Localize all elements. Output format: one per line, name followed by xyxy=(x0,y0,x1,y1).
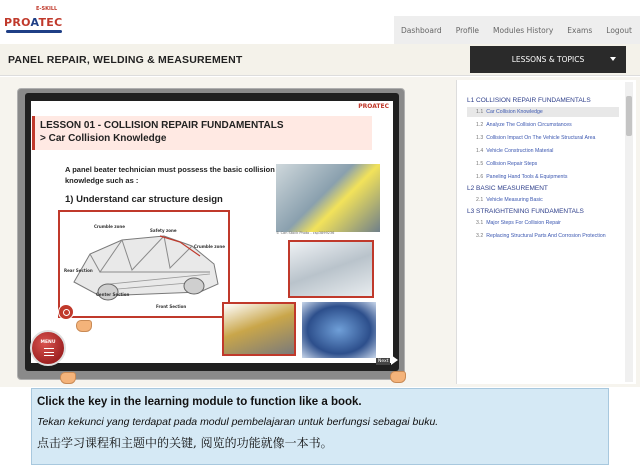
car-body-photo xyxy=(276,164,380,232)
topic-item-3-1[interactable]: 3.1 Major Steps For Collision Repair xyxy=(476,220,561,226)
pointing-hand-icon-next xyxy=(390,371,406,383)
topic-item-1-6[interactable]: 1.6 Paneling Hand Tools & Equipments xyxy=(476,174,568,180)
pointing-hand-icon-menu xyxy=(60,372,76,384)
hamburger-icon xyxy=(44,348,54,356)
caption-chinese: 点击学习课程和主题中的关键, 阅览的功能就像一本书。 xyxy=(37,436,333,450)
nav-modules-history[interactable]: Modules History xyxy=(493,25,554,35)
car-blue-xray-photo xyxy=(302,302,376,358)
logo-eskill-text: E-SKILL xyxy=(36,6,58,12)
caption-malay: Tekan kekunci yang terdapat pada modul pembelajaran untuk berfungsi sebagai buku. xyxy=(37,416,439,428)
slide-intro-text: A panel beater technician must possess the basic collision knowledge such as : xyxy=(65,165,275,185)
car-structure-diagram xyxy=(58,210,230,318)
car-frame-photo-clickable[interactable] xyxy=(288,240,374,298)
nav-exams[interactable]: Exams xyxy=(567,25,593,35)
diagram-label-safety-zone: Safety zone xyxy=(150,228,177,233)
photo-credit: © Can Stock Photo - csp3899236 xyxy=(276,231,335,235)
pointing-hand-icon xyxy=(76,320,92,332)
topic-item-1-5[interactable]: 1.5 Collision Repair Steps xyxy=(476,161,538,167)
slide-point-1: 1) Understand car structure design xyxy=(65,194,223,205)
topic-item-1-1[interactable]: 1.1 Car Collision Knowledge xyxy=(467,107,619,117)
car-frame-illustration xyxy=(60,212,228,316)
section-title-l2[interactable]: L2 BASIC MEASUREMENT xyxy=(467,185,548,192)
diagram-label-crumble-zone: Crumble zone xyxy=(94,224,125,229)
menu-label: MENU xyxy=(40,340,56,345)
next-arrow-icon[interactable] xyxy=(391,355,398,365)
diagram-label-rear-section: Rear Section xyxy=(64,268,93,273)
slide-logo: PROATEC xyxy=(358,103,389,110)
nav-logout[interactable]: Logout xyxy=(606,25,632,35)
topic-item-1-3[interactable]: 1.3 Collision Impact On The Vehicle Structural Area xyxy=(476,135,596,141)
section-title-l1[interactable]: L1 COLLISION REPAIR FUNDAMENTALS xyxy=(467,97,591,104)
lessons-topics-label: LESSONS & TOPICS xyxy=(511,55,585,64)
chevron-down-icon xyxy=(610,57,616,61)
lessons-topics-dropdown[interactable] xyxy=(470,46,626,73)
section-title-l3[interactable]: L3 STRAIGHTENING FUNDAMENTALS xyxy=(467,208,584,215)
nav-dashboard[interactable]: Dashboard xyxy=(401,25,442,35)
page-title: PANEL REPAIR, WELDING & MEASUREMENT xyxy=(8,54,243,66)
diagram-label-crumble-zone-2: Crumble zone xyxy=(194,244,225,249)
topic-item-1-4[interactable]: 1.4 Vehicle Construction Material xyxy=(476,148,554,154)
topic-item-1-2[interactable]: 1.2 Analyze The Collision Circumstances xyxy=(476,122,572,128)
slide-menu-button[interactable] xyxy=(30,330,66,366)
topic-item-3-2[interactable]: 3.2 Replacing Structural Parts And Corrosion Protection xyxy=(476,233,606,239)
zoom-icon[interactable] xyxy=(58,304,74,320)
next-page-button[interactable]: Next xyxy=(378,359,389,364)
lesson-subtitle: > Car Collision Knowledge xyxy=(40,133,167,144)
proatec-logo[interactable] xyxy=(4,6,66,38)
car-xray-photo-clickable[interactable] xyxy=(222,302,296,356)
logo-wordmark: PROATEC xyxy=(4,16,63,29)
caption-english: Click the key in the learning module to function like a book. xyxy=(37,396,362,408)
top-nav xyxy=(394,16,640,44)
lessons-topics-list xyxy=(467,94,619,244)
logo-swoosh xyxy=(6,30,62,33)
nav-profile[interactable]: Profile xyxy=(455,25,480,35)
topic-item-2-1[interactable]: 2.1 Vehicle Measuring Basic xyxy=(476,197,543,203)
diagram-label-front-section: Front Section xyxy=(156,304,187,309)
sidebar-scrollbar-thumb[interactable] xyxy=(626,96,632,136)
diagram-label-center-section: Center Section xyxy=(96,292,130,297)
top-bar xyxy=(0,0,640,44)
lesson-title: LESSON 01 - COLLISION REPAIR FUNDAMENTALS xyxy=(40,120,284,131)
